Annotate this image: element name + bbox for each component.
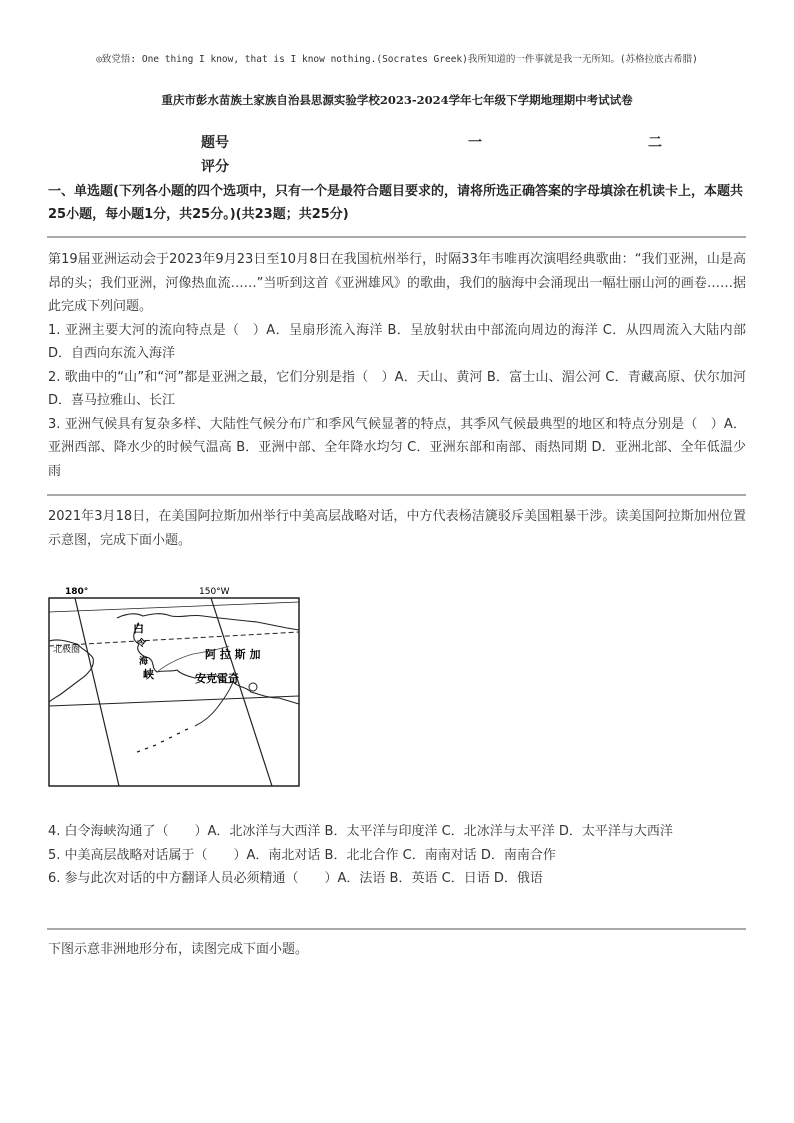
question-group-3-intro: 下图示意非洲地形分布，读图完成下面小题。	[48, 942, 309, 957]
section-heading: 一、单选题(下列各小题的四个选项中，只有一个是最符合题目要求的，请将所选正确答案的字母填涂在机读卡上，本题共25小题，每小题1分，共25分。)(共23题；共25分)	[48, 184, 743, 222]
exam-title: 重庆市彭水苗族土家族自治县思源实验学校2023-2024学年七年级下学期地理期中考试试卷	[161, 93, 633, 107]
question-group-2-intro: 2021年3月18日，在美国阿拉斯加州举行中美高层战略对话，中方代表杨洁篪驳斥美国粗暴干涉。读美国阿拉斯加州位置示意图，完成下面小题。	[48, 509, 746, 548]
bering-label-2: 令	[137, 639, 147, 649]
score-col-1: 一	[468, 135, 482, 151]
bering-label-1: 白	[133, 622, 144, 635]
map-label-180: 180°	[65, 587, 89, 597]
divider	[47, 236, 746, 238]
anchorage-label: 安克雷奇	[195, 672, 239, 685]
alaska-map	[47, 586, 309, 788]
question-6: 6. 参与此次对话的中方翻译人员必须精通（ ）A．法语 B．英语 C．日语 D．俄语	[48, 871, 543, 886]
bering-label-3: 海	[139, 657, 149, 667]
question-group-1	[48, 248, 746, 483]
question-2: 2. 歌曲中的“山”和“河”都是亚洲之最，它们分别是指（ ）A．天山、黄河 B．富士山、湄公河 C．青藏高原、伏尔加河 D．喜马拉雅山、长江	[48, 369, 746, 408]
question-1: 1. 亚洲主要大河的流向特点是（ ）A．呈扇形流入海洋 B．呈放射状由中部流向周边的海洋 C．从四周流入大陆内部 D．自西向东流入海洋	[48, 322, 746, 361]
score-col-2: 二	[648, 135, 662, 151]
divider	[47, 928, 746, 930]
map-label-150w: 150°W	[199, 587, 230, 597]
divider	[47, 494, 746, 496]
group-intro: 第19届亚洲运动会于2023年9月23日至10月8日在我国杭州举行，时隔33年韦唯再次演唱经典歌曲：“我们亚洲，山是高昂的头；我们亚洲，河像热血流……”当听到这首《亚洲雄风》的歌曲，我们的脑海中会涌现出一幅壮丽山河的画卷……据此完成下列问题。	[48, 252, 746, 314]
alaska-label: 阿 拉 斯 加	[205, 648, 261, 661]
score-label-number: 题号	[201, 135, 229, 151]
header-quote: ◎致党悟: One thing I know, that is I know nothing.(Socrates Greek)我所知道的一件事就是我一无所知。(苏格拉底古希腊)	[96, 54, 698, 65]
question-5: 5. 中美高层战略对话属于（ ）A．南北对话 B．北北合作 C．南南对话 D．南南合作	[48, 847, 556, 863]
question-3: 3. 亚洲气候具有复杂多样、大陆性气候分布广和季风气候显著的特点，其季风气候最典型的地区和特点分别是（ ）A．亚洲西部、降水少的时候气温高 B．亚洲中部、全年降水均匀 C．亚洲东部和南部、雨热同期 D．亚洲北部、全年低温少雨	[48, 416, 746, 479]
arctic-circle-label: 北极圈	[53, 645, 81, 655]
bering-label-4: 峡	[143, 668, 154, 681]
question-4: 4. 白令海峡沟通了（ ）A．北冰洋与大西洋 B．太平洋与印度洋 C．北冰洋与太平洋 D．太平洋与大西洋	[48, 824, 673, 839]
question-group-2	[48, 820, 746, 891]
score-label-score: 评分	[201, 159, 229, 175]
